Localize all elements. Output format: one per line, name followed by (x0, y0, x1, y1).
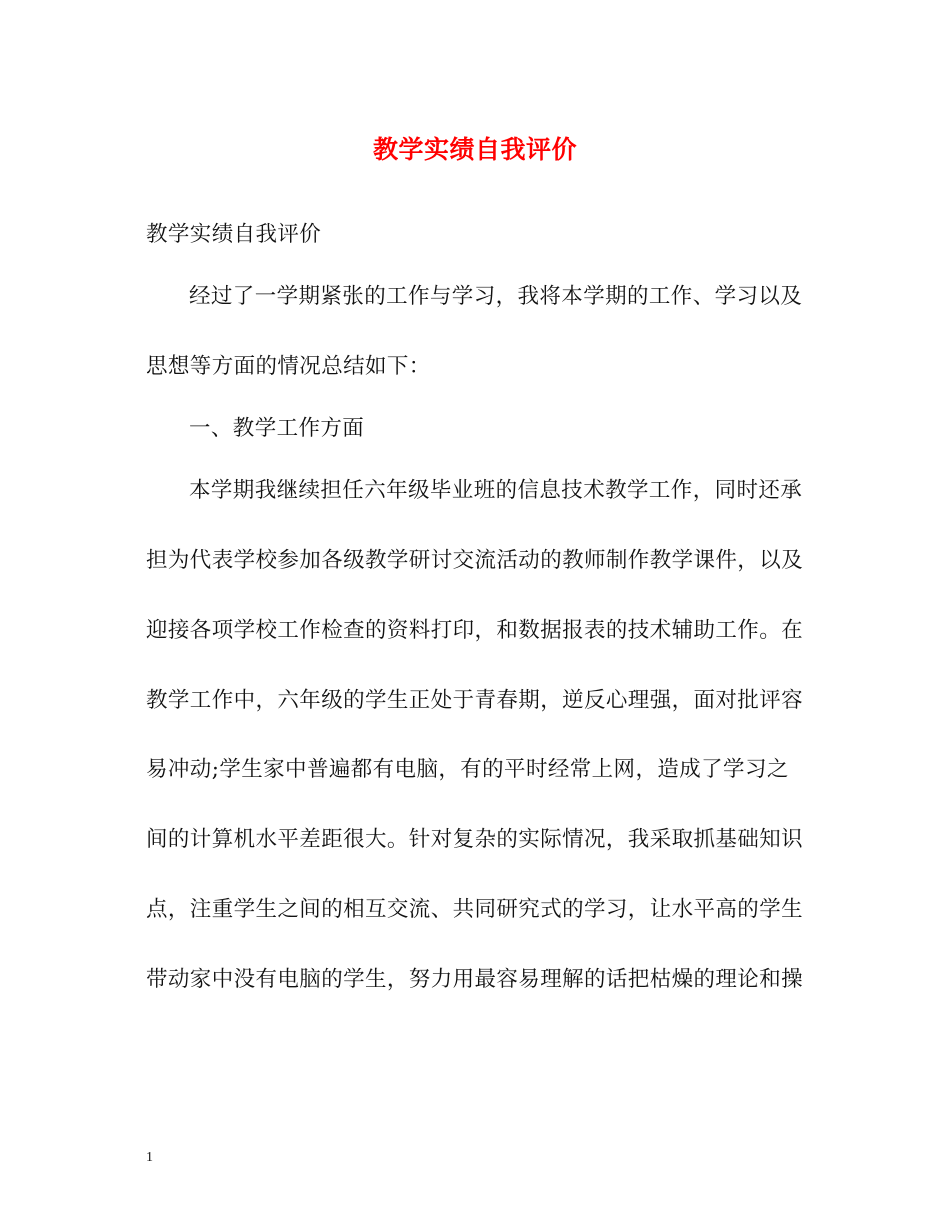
paragraph-line: 本学期我继续担任六年级毕业班的信息技术教学工作，同时还承 (189, 478, 803, 503)
paragraph-line: 带动家中没有电脑的学生，努力用最容易理解的话把枯燥的理论和操 (146, 967, 804, 992)
subsection-heading: 一、教学工作方面 (189, 416, 365, 441)
document-title: 教学实绩自我评价 (372, 135, 577, 164)
paragraph-line: 迎接各项学校工作检查的资料打印，和数据报表的技术辅助工作。在 (146, 618, 804, 643)
paragraph-line: 经过了一学期紧张的工作与学习，我将本学期的工作、学习以及 (189, 284, 803, 309)
paragraph-line: 教学工作中，六年级的学生正处于青春期，逆反心理强，面对批评容 (146, 688, 804, 713)
section-heading: 教学实绩自我评价 (146, 222, 322, 247)
paragraph-line: 间的计算机水平差距很大。针对复杂的实际情况，我采取抓基础知识 (146, 827, 804, 852)
page-number: 1 (146, 1150, 153, 1165)
paragraph-line: 点，注重学生之间的相互交流、共同研究式的学习，让水平高的学生 (146, 897, 804, 922)
paragraph-line: 易冲动;学生家中普遍都有电脑，有的平时经常上网，造成了学习之 (146, 757, 789, 782)
paragraph-line: 思想等方面的情况总结如下： (146, 354, 431, 379)
paragraph-line: 担为代表学校参加各级教学研讨交流活动的教师制作教学课件，以及 (146, 548, 804, 573)
